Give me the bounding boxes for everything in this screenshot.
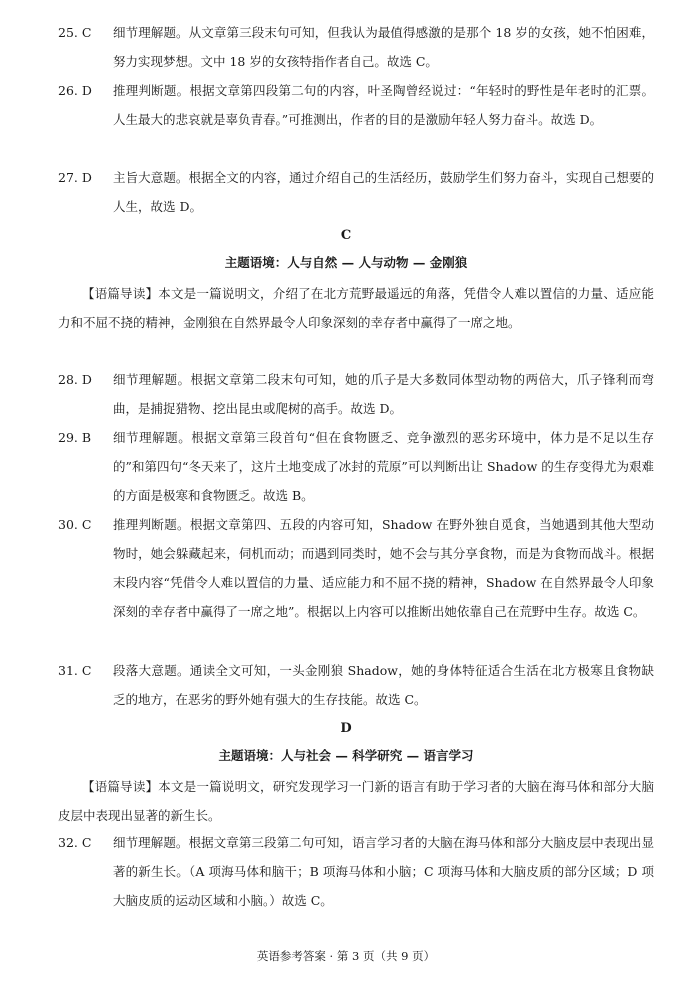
answer-number: 29. B xyxy=(58,430,92,445)
answer-explanation: 细节理解题。根据文章第三段首句“但在食物匮乏、竞争激烈的恶劣环境中，体力是不足以生存的”和第四句“冬天来了，这片土地变成了冰封的荒原”可以判断出让 Shadow 的生存变得尤为艰难的方面是极寒和食物匮乏。故选 B。 xyxy=(113,430,654,503)
answer-number: 26. D xyxy=(58,83,92,98)
answer-number: 28. D xyxy=(58,372,92,387)
section-d-theme: 主题语境：人与社会 — 科学研究 — 语言学习 xyxy=(218,748,474,763)
answer-explanation: 细节理解题。从文章第三段末句可知，但我认为最值得感激的是那个 18 岁的女孩，她不怕困难，努力实现梦想。文中 18 岁的女孩特指作者自己。故选 C。 xyxy=(113,25,654,69)
section-c-letter: C xyxy=(340,228,352,243)
section-c-guide: 【语篇导读】本文是一篇说明文，介绍了在北方荒野最遥远的角落，凭借令人难以置信的力量、适应能力和不屈不挠的精神，金刚狼在自然界最令人印象深刻的幸存者中赢得了一席之地。 xyxy=(58,286,654,330)
section-d-letter: D xyxy=(340,721,352,736)
answer-explanation: 推理判断题。根据文章第四、五段的内容可知，Shadow 在野外独自觅食，当她遇到其他大型动物时，她会躲藏起来，伺机而动；而遇到同类时，她不会与其分享食物，而是为食物而战斗。根据末段内容“凭借令人难以置信的力量、适应能力和不屈不挠的精神，Shadow 在自然界最令人印象深刻的幸存者中赢得了一席之地”。根据以上内容可以推断出她依靠自己在荒野中生存。故选 C。 xyxy=(113,517,654,619)
answer-27 xyxy=(58,163,654,221)
answer-number: 27. D xyxy=(58,170,92,185)
answer-26 xyxy=(58,76,654,134)
answer-30 xyxy=(58,510,654,626)
answer-number: 25. C xyxy=(58,25,92,40)
answer-32 xyxy=(58,828,654,915)
answer-number: 31. C xyxy=(58,663,92,678)
section-c-theme: 主题语境：人与自然 — 人与动物 — 金刚狼 xyxy=(224,255,468,270)
answer-explanation: 推理判断题。根据文章第四段第二句的内容，叶圣陶曾经说过：“年轻时的野性是年老时的汇票。人生最大的悲哀就是辜负青春。”可推测出，作者的目的是激励年轻人努力奋斗。故选 D。 xyxy=(113,83,654,127)
answer-29 xyxy=(58,423,654,510)
page-footer: 英语参考答案 · 第 3 页（共 9 页） xyxy=(256,949,436,963)
section-d-guide: 【语篇导读】本文是一篇说明文，研究发现学习一门新的语言有助于学习者的大脑在海马体和部分大脑皮层中表现出显著的新生长。 xyxy=(58,779,654,823)
answer-explanation: 主旨大意题。根据全文的内容，通过介绍自己的生活经历，鼓励学生们努力奋斗，实现自己想要的人生，故选 D。 xyxy=(113,170,654,214)
answer-25 xyxy=(58,18,654,76)
answer-number: 30. C xyxy=(58,517,92,532)
answer-explanation: 细节理解题。根据文章第二段末句可知，她的爪子是大多数同体型动物的两倍大，爪子锋利而弯曲，是捕捉猎物、挖出昆虫或爬树的高手。故选 D。 xyxy=(113,372,654,416)
answer-28 xyxy=(58,365,654,423)
answer-31 xyxy=(58,656,654,714)
answer-number: 32. C xyxy=(58,835,92,850)
answer-explanation: 段落大意题。通读全文可知，一头金刚狼 Shadow，她的身体特征适合生活在北方极寒且食物缺乏的地方，在恶劣的野外她有强大的生存技能。故选 C。 xyxy=(113,663,654,707)
answer-explanation: 细节理解题。根据文章第三段第二句可知，语言学习者的大脑在海马体和部分大脑皮层中表现出显著的新生长。（A 项海马体和脑干；B 项海马体和小脑；C 项海马体和大脑皮质的部分区域；D 项大脑皮质的运动区域和小脑。）故选 C。 xyxy=(113,835,654,908)
